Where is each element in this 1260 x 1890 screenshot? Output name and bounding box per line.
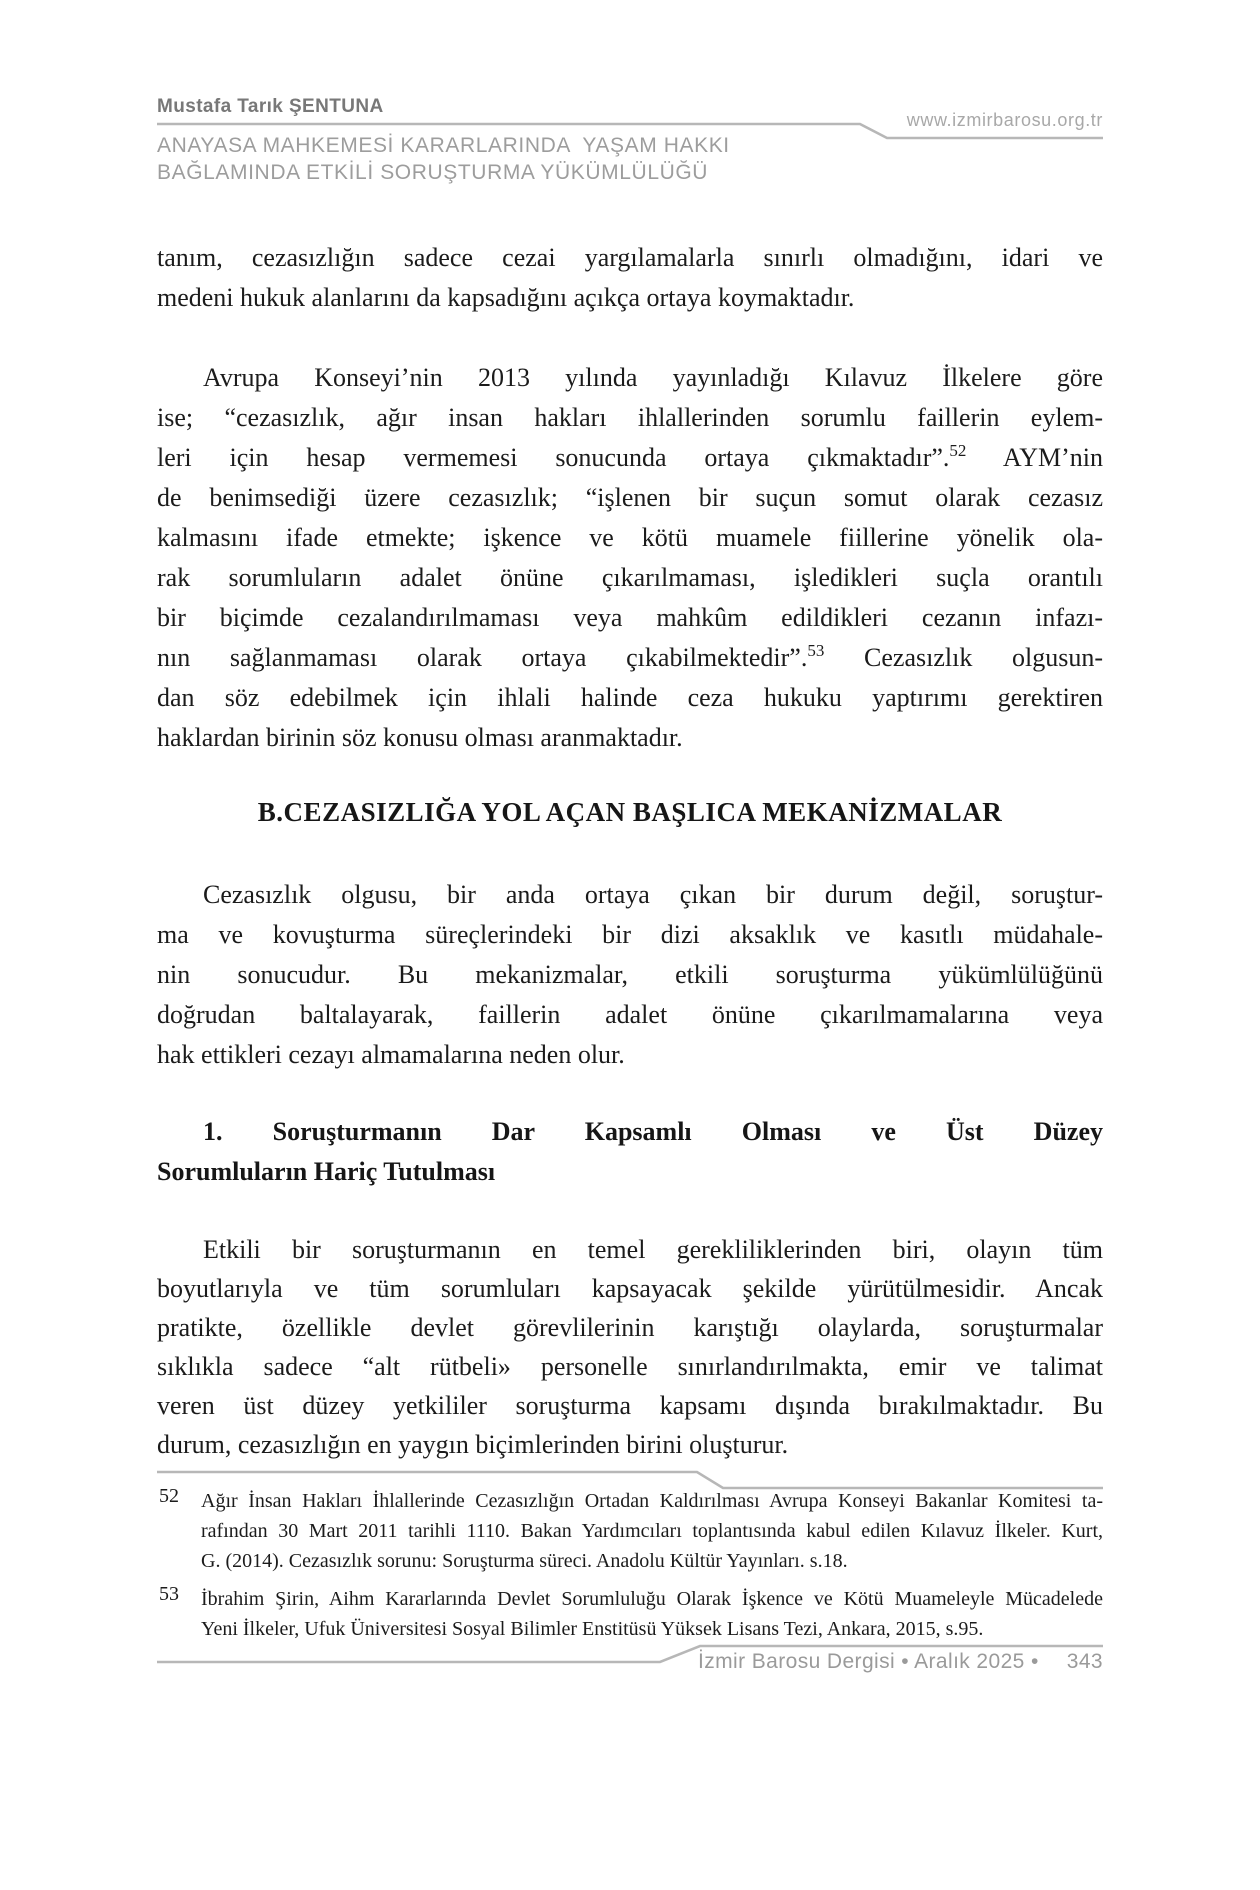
paragraph-scope: Etkili bir soruşturmanın en temel gerekliliklerinden biri, olayın tüm boyutlarıyla ve tüm sorumluları kapsayacak şekilde yürütülmesidir. Ancak pratikte, özellikle devlet görevlilerinin karıştığı olaylarda, soruşturmalar sıklıkla sadece “alt rütbeli» personelle sınırlandırılmakta, emir ve talimat veren üst düzey yetkililer soruşturma kapsamı dışında bırakılmaktadır. Bu durum, cezasızlığın en yaygın biçimlerinden birini oluşturur. — [157, 1235, 1103, 1459]
footnote-53 — [157, 1584, 1103, 1644]
page-number: 343 — [1066, 1650, 1103, 1673]
paragraph-mechanisms: Cezasızlık olgusu, bir anda ortaya çıkan bir durum değil, soruştur- ma ve kovuşturma süreçlerindeki bir dizi aksaklık ve kasıtlı müdahale- nin sonucudur. Bu mekanizmalar, etkili soruşturma yükümlülüğünü doğrudan baltalayarak, faillerin adalet önüne çıkarılmamalarına veya hak ettikleri cezayı almamalarına neden olur. — [157, 880, 1103, 1069]
website-url: www.izmirbarosu.org.tr — [906, 110, 1103, 130]
footnote-reference: 53 — [807, 641, 825, 660]
footnote-52-number: 52 — [159, 1485, 179, 1507]
paragraph-definition: tanım, cezasızlığın sadece cezai yargılamalarla sınırlı olmadığını, idari ve medeni hukuk alanlarını da kapsadığını açıkça ortaya koymaktadır. — [157, 243, 1103, 312]
footnote-53-text: İbrahim Şirin, Aihm Kararlarında Devlet Sorumluluğu Olarak İşkence ve Kötü Muameleyle Mücadelede Yeni İlkeler, Ufuk Üniversitesi Sosyal Bilimler Enstitüsü Yüksek Lisans Tezi, Ankara, 2015, s.95. — [201, 1588, 1103, 1640]
subsection-heading-1: 1. Soruşturmanın Dar Kapsamlı Olması ve Üst Düzey Sorumluların Hariç Tutulması — [157, 1117, 1103, 1186]
footnote-reference: 52 — [949, 441, 967, 460]
footnote-53-number: 53 — [159, 1583, 179, 1605]
journal-name: İzmir Barosu Dergisi • Aralık 2025 • — [698, 1650, 1039, 1673]
author-name: Mustafa Tarık ŞENTUNA — [157, 96, 384, 117]
article-title-line2: BAĞLAMINDA ETKİLİ SORUŞTURMA YÜKÜMLÜLÜĞÜ — [157, 161, 709, 184]
paragraph-guidelines: Avrupa Konseyi’nin 2013 yılında yayınladığı Kılavuz İlkelere göre ise; “cezasızlık, ağır insan hakları ihlallerinden sorumlu faillerin eylem- leri için hesap vermemesi sonucunda ortaya çıkmaktadır”.$^{52}$ AYM’nin de benimsediği üzere cezasızlık; “işlenen bir suçun somut olarak cezasız kalmasını ifade etmekte; işkence ve kötü muamele fiillerine yönelik ola- rak sorumluların adalet önüne çıkarılmaması, işledikleri suçla orantılı bir biçimde cezalandırılmaması veya mahkûm edildikleri cezanın infazı- nın sağlanmaması olarak ortaya çıkabilmektedir”.$^{53}$ Cezasızlık olgusun- dan söz edebilmek için ihlali halinde ceza hukuku yaptırımı gerektiren haklardan birinin söz konusu olması aranmaktadır. — [157, 363, 1104, 752]
footnote-52 — [157, 1486, 1103, 1576]
section-heading-b: B.CEZASIZLIĞA YOL AÇAN BAŞLICA MEKANİZMALAR — [257, 797, 1003, 827]
article-title-line1: ANAYASA MAHKEMESİ KARARLARINDA YAŞAM HAKKI — [157, 134, 730, 157]
footnote-52-text: Ağır İnsan Hakları İhlallerinde Cezasızlığın Ortadan Kaldırılması Avrupa Konseyi Bakanlar Komitesi ta- rafından 30 Mart 2011 tarihli 1110. Bakan Yardımcıları toplantısında kabul edilen Kılavuz İlkeler. Kurt, G. (2014). Cezasızlık sorunu: Soruşturma süreci. Anadolu Kültür Yayınları. s.18. — [201, 1490, 1103, 1572]
page-footer — [157, 1650, 1103, 1674]
